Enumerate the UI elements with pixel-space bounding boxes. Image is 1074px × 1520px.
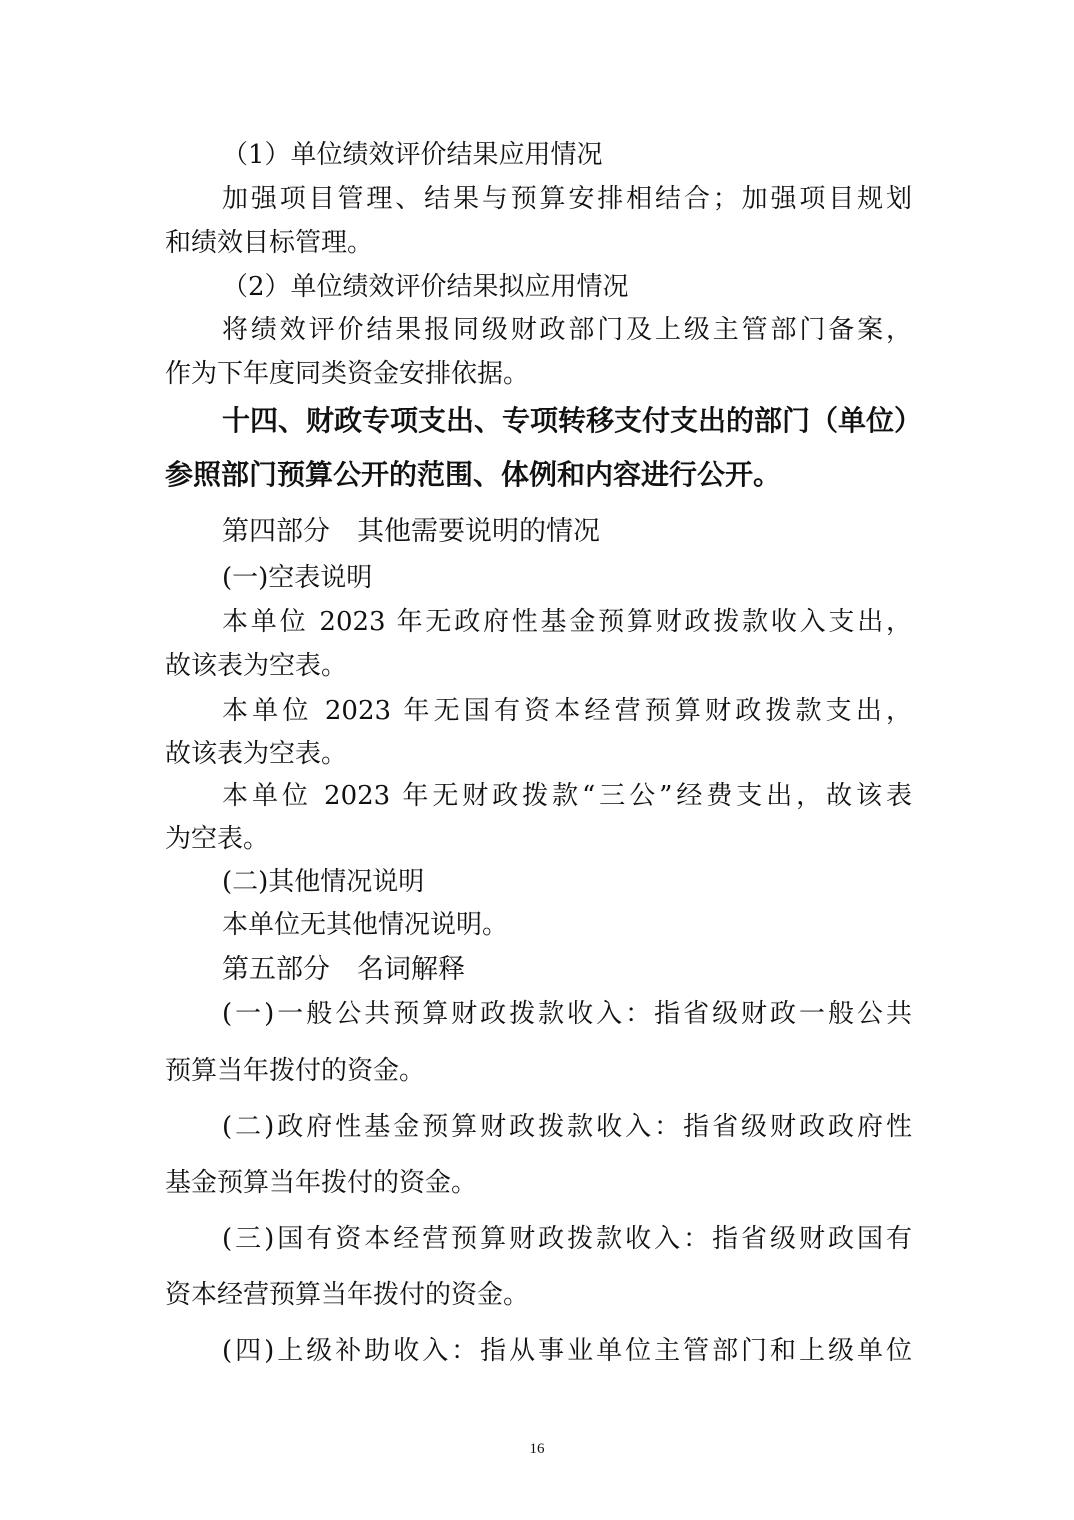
paragraph-line: 和绩效目标管理。 — [165, 228, 374, 258]
part-four-heading: 第四部分 其他需要说明的情况 — [222, 516, 600, 547]
subsection-heading: (一)空表说明 — [222, 563, 373, 593]
subsection-heading: (二)其他情况说明 — [222, 867, 425, 897]
paragraph-line: 故该表为空表。 — [165, 739, 348, 769]
subsection-heading-2: （2）单位绩效评价结果拟应用情况 — [222, 272, 629, 302]
paragraph-line: 作为下年度同类资金安排依据。 — [165, 359, 530, 389]
page-number: 16 — [529, 1441, 545, 1457]
definition-line: (四)上级补助收入：指从事业单位主管部门和上级单位 — [222, 1336, 912, 1366]
paragraph-line: 本单位 2023 年无国有资本经营预算财政拨款支出， — [222, 696, 912, 726]
paragraph-line: 加强项目管理、结果与预算安排相结合；加强项目规划 — [222, 184, 912, 214]
section-heading-14: 十四、财政专项支出、专项转移支付支出的部门（单位） — [222, 404, 923, 437]
definition-line: 预算当年拨付的资金。 — [165, 1056, 426, 1086]
definition-line: 基金预算当年拨付的资金。 — [165, 1168, 478, 1198]
paragraph-line: 本单位 2023 年无财政拨款“三公”经费支出，故该表 — [222, 781, 912, 811]
paragraph-line: 故该表为空表。 — [165, 651, 348, 681]
paragraph-line: 将绩效评价结果报同级财政部门及上级主管部门备案， — [222, 315, 912, 345]
section-heading-14-cont: 参照部门预算公开的范围、体例和内容进行公开。 — [165, 458, 782, 491]
definition-line: (二)政府性基金预算财政拨款收入：指省级财政政府性 — [222, 1112, 912, 1142]
part-five-heading: 第五部分 名词解释 — [222, 954, 465, 985]
subsection-heading-1: （1）单位绩效评价结果应用情况 — [222, 140, 603, 170]
paragraph-line: 本单位 2023 年无政府性基金预算财政拨款收入支出， — [222, 607, 912, 637]
definition-line: 资本经营预算当年拨付的资金。 — [165, 1280, 530, 1310]
paragraph-line: 为空表。 — [165, 824, 270, 854]
paragraph-line: 本单位无其他情况说明。 — [222, 910, 509, 940]
definition-line: (三)国有资本经营预算财政拨款收入：指省级财政国有 — [222, 1224, 912, 1254]
definition-line: (一)一般公共预算财政拨款收入：指省级财政一般公共 — [222, 999, 912, 1029]
